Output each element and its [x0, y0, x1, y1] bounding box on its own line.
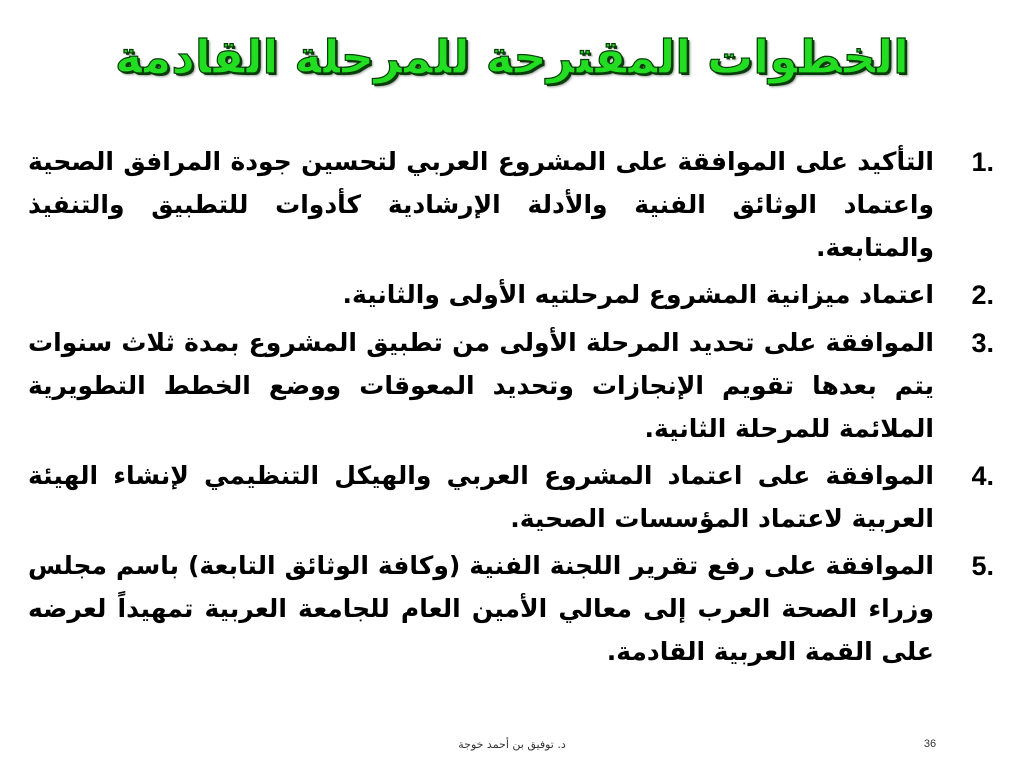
item-number: 4.	[971, 461, 994, 491]
footer-author: د. توفيق بن أحمد خوجة	[458, 738, 566, 751]
item-number: 1.	[971, 147, 994, 177]
list-item	[28, 140, 994, 269]
list-item	[28, 321, 994, 450]
item-text: التأكيد على الموافقة على المشروع العربي لتحسين جودة المرافق الصحية واعتماد الوثائق الفنية والأدلة الإرشادية كأدوات للتطبيق والتنفيذ والمتابعة.	[28, 147, 934, 262]
item-number: 5.	[971, 551, 994, 581]
steps-list	[28, 140, 994, 677]
item-text: الموافقة على رفع تقرير اللجنة الفنية (وكافة الوثائق التابعة) باسم مجلس وزراء الصحة العرب إلى معالي الأمين العام للجامعة العربية تمهيداً لعرضه على القمة العربية القادمة.	[28, 551, 934, 666]
list-item	[28, 454, 994, 540]
item-text: اعتماد ميزانية المشروع لمرحلتيه الأولى والثانية.	[342, 280, 934, 309]
slide-title: الخطوات المقترحة للمرحلة القادمة	[114, 30, 910, 84]
page-number: 36	[923, 738, 937, 750]
item-number: 2.	[971, 280, 994, 310]
item-number: 3.	[971, 328, 994, 358]
item-text: الموافقة على اعتماد المشروع العربي والهيكل التنظيمي لإنشاء الهيئة العربية لاعتماد المؤسسات الصحية.	[28, 461, 934, 533]
item-text: الموافقة على تحديد المرحلة الأولى من تطبيق المشروع بمدة ثلاث سنوات يتم بعدها تقويم الإنجازات وتحديد المعوقات ووضع الخطط التطويرية الملائمة للمرحلة الثانية.	[28, 328, 934, 443]
list-item	[28, 273, 994, 317]
list-item	[28, 544, 994, 673]
